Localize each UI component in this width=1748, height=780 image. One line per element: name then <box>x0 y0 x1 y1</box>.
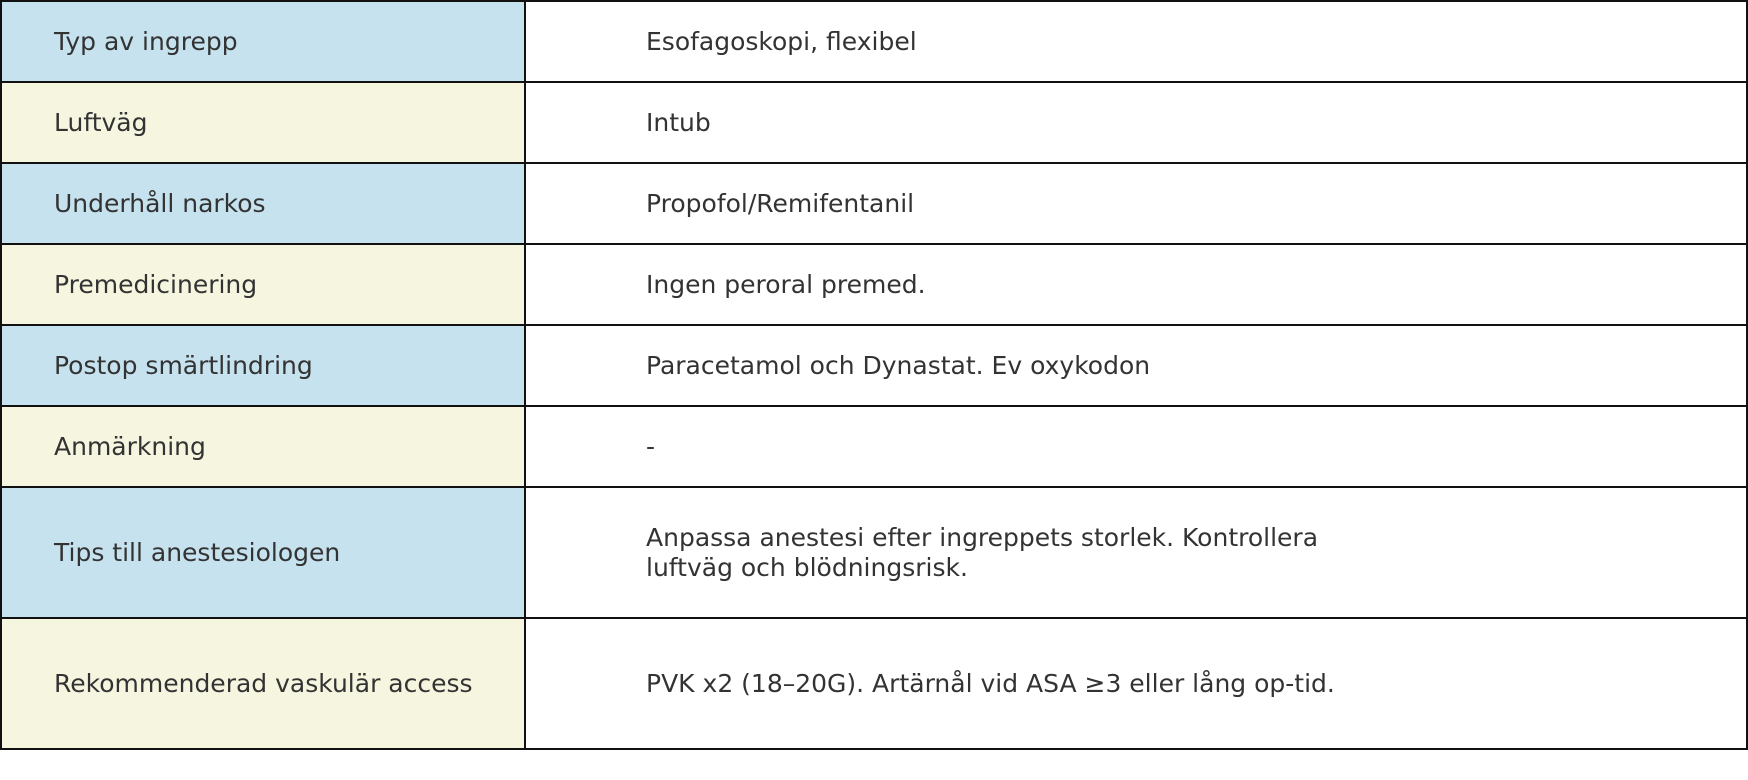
row-label: Tips till anestesiologen <box>1 487 525 618</box>
row-label: Anmärkning <box>1 406 525 487</box>
row-value: Esofagoskopi, flexibel <box>525 1 1747 82</box>
row-label: Rekommenderad vaskulär access <box>1 618 525 749</box>
table-row <box>1 244 1747 325</box>
table-row <box>1 406 1747 487</box>
table-row <box>1 325 1747 406</box>
row-value: Ingen peroral premed. <box>525 244 1747 325</box>
row-value: Intub <box>525 82 1747 163</box>
row-value: - <box>525 406 1747 487</box>
table-row <box>1 487 1747 618</box>
row-value: Paracetamol och Dynastat. Ev oxykodon <box>525 325 1747 406</box>
table-row <box>1 82 1747 163</box>
table-row <box>1 618 1747 749</box>
row-label: Typ av ingrepp <box>1 1 525 82</box>
row-value: PVK x2 (18–20G). Artärnål vid ASA ≥3 eller lång op-tid. <box>525 618 1747 749</box>
row-label: Postop smärtlindring <box>1 325 525 406</box>
table-row <box>1 163 1747 244</box>
row-label: Underhåll narkos <box>1 163 525 244</box>
row-value: Anpassa anestesi efter ingreppets storlek. Kontrollera luftväg och blödningsrisk. <box>525 487 1747 618</box>
row-label: Premedicinering <box>1 244 525 325</box>
row-label: Luftväg <box>1 82 525 163</box>
table-row <box>1 1 1747 82</box>
row-value: Propofol/Remifentanil <box>525 163 1747 244</box>
